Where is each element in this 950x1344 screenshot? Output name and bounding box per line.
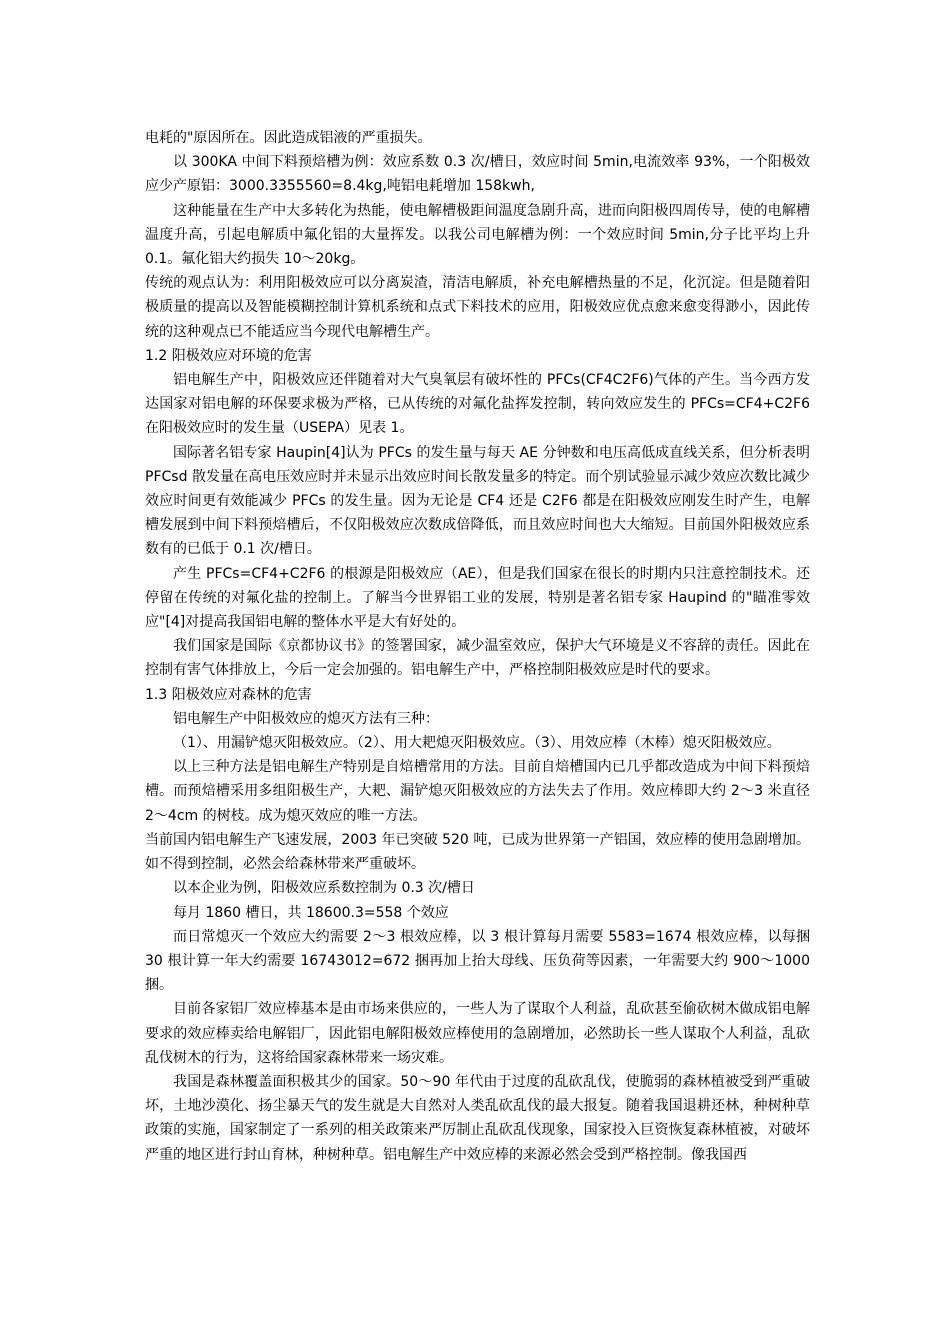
paragraph: 电耗的"原因所在。因此造成铝液的严重损失。	[145, 130, 432, 146]
paragraph: 而日常熄灭一个效应大约需要 2～3 根效应棒，以 3 根计算每月需要 5583=1674 根效应棒，以每捆 30 根计算一年大约需要 16743012=672 捆再加上抬大母线、压负荷等因素，一年需要大约 900～1000 捆。	[145, 928, 810, 994]
paragraph: 以本企业为例，阳极效应系数控制为 0.3 次/槽日	[173, 880, 475, 897]
paragraph: 目前各家铝厂效应棒基本是由市场来供应的，一些人为了谋取个人利益，乱砍甚至偷砍树木做成铝电解要求的效应棒卖给电解铝厂，因此铝电解阳极效应棒使用的急剧增加，必然助长一些人谋取个人利益，乱砍乱伐树木的行为，这将给国家森林带来一场灾难。	[145, 1001, 810, 1066]
paragraph: 当前国内铝电解生产飞速发展，2003 年已突破 520 吨，已成为世界第一产铝国，效应棒的使用急剧增加。如不得到控制，必然会给森林带来严重破坏。	[145, 831, 810, 873]
paragraph: 铝电解生产中阳极效应的熄灭方法有三种：	[173, 710, 439, 727]
paragraph: 国际著名铝专家 Haupin[4]认为 PFCs 的发生量与每天 AE 分钟数和电压高低成直线关系，但分析表明 PFCsd 散发量在高电压效应时并未显示出效应时间长散发量多的特定。而个别试验显示减少效应次数比减少效应时间更有效能减少 PFCs 的发生量。因为无论是 CF4 还是 C2F6 都是在阳极效应刚发生时产生，电解槽发展到中间下料预焙槽后，不仅阳极效应次数成倍降低，而且效应时间也大大缩短。目前国外阳极效应系数有的已低于 0.1 次/槽日。	[145, 444, 810, 558]
paragraph: 以上三种方法是铝电解生产特别是自焙槽常用的方法。目前自焙槽国内已几乎都改造成为中间下料预焙槽。而预焙槽采用多组阳极生产，大耙、漏铲熄灭阳极效应的方法失去了作用。效应棒即大约 2～3 米直径 2～4cm 的树枝。成为熄灭效应的唯一方法。	[145, 759, 810, 824]
paragraph: 产生 PFCs=CF4+C2F6 的根源是阳极效应（AE），但是我们国家在很长的时期内只注意控制技术。还停留在传统的对氟化盐的控制上。了解当今世界铝工业的发展，特别是著名铝专家 Haupind 的"瞄准零效应"[4]对提高我国铝电解的整体水平是大有好处的。	[145, 565, 810, 631]
paragraph: （1）、用漏铲熄灭阳极效应。（2）、用大耙熄灭阳极效应。（3）、用效应棒（木棒）熄灭阳极效应。	[173, 735, 781, 752]
section-heading: 1.3 阳极效应对森林的危害	[145, 686, 312, 703]
paragraph: 这种能量在生产中大多转化为热能，使电解槽极距间温度急剧升高，进而向阳极四周传导，使的电解槽温度升高，引起电解质中氟化铝的大量挥发。以我公司电解槽为例：一个效应时间 5min,分子比平均上升 0.1。氟化铝大约损失 10～20kg。	[145, 202, 810, 268]
document-body	[145, 126, 810, 1167]
paragraph: 传统的观点认为：利用阳极效应可以分离炭渣，清洁电解质，补充电解槽热量的不足，化沉淀。但是随着阳极质量的提高以及智能模糊控制计算机系统和点式下料技术的应用，阳极效应优点愈来愈变得渺小，因此传统的这种观点已不能适应当今现代电解槽生产。	[145, 275, 810, 340]
paragraph: 铝电解生产中，阳极效应还伴随着对大气臭氧层有破坏性的 PFCs(CF4C2F6)气体的产生。当今西方发达国家对铝电解的环保要求极为严格，已从传统的对氟化盐挥发控制，转向效应发生的 PFCs=CF4+C2F6 在阳极效应时的发生量（USEPA）见表 1。	[145, 372, 810, 437]
section-heading: 1.2 阳极效应对环境的危害	[145, 347, 312, 364]
paragraph: 以 300KA 中间下料预焙槽为例：效应系数 0.3 次/槽日，效应时间 5min,电流效率 93%，一个阳极效应少产原铝：3000.3355560=8.4kg,吨铝电耗增加 158kwh,	[145, 154, 810, 195]
paragraph: 我国是森林覆盖面积极其少的国家。50～90 年代由于过度的乱砍乱伐，使脆弱的森林植被受到严重破坏，土地沙漠化、扬尘暴天气的发生就是大自然对人类乱砍乱伐的最大报复。随着我国退耕还林，种树种草政策的实施，国家制定了一系列的相关政策来严厉制止乱砍乱伐现象，国家投入巨资恢复森林植被，对破坏严重的地区进行封山育林，种树种草。铝电解生产中效应棒的来源必然会受到严格控制。像我国西	[145, 1073, 810, 1163]
paragraph: 每月 1860 槽日，共 18600.3=558 个效应	[173, 904, 449, 921]
paragraph: 我们国家是国际《京都协议书》的签署国家，减少温室效应，保护大气环境是义不容辞的责任。因此在控制有害气体排放上，今后一定会加强的。铝电解生产中，严格控制阳极效应是时代的要求。	[145, 638, 810, 679]
